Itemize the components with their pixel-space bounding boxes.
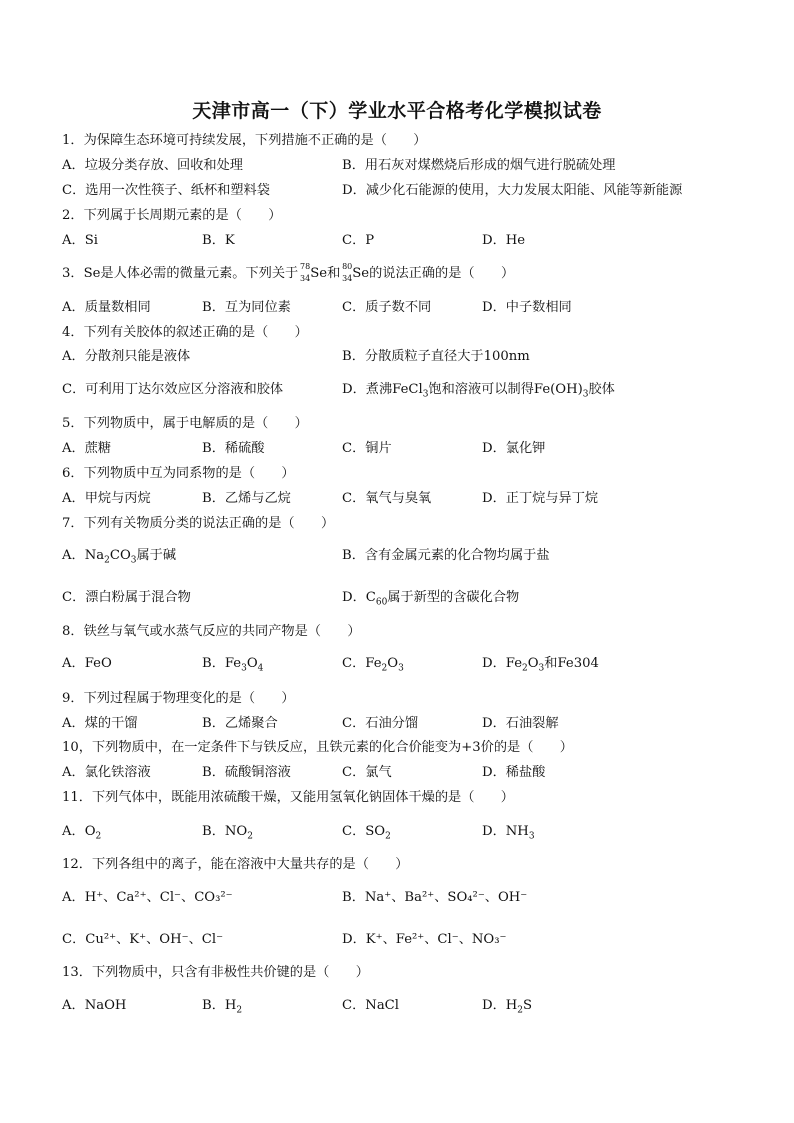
q5-option-b: B．稀硫酸 [202, 441, 265, 456]
q2-option-d: D．He [482, 233, 526, 248]
subscript: 2 [385, 831, 391, 842]
subscript: 3 [582, 389, 589, 400]
q9-option-d: D．石油裂解 [482, 716, 559, 731]
text: D．Fe [482, 656, 522, 671]
text: O [527, 656, 539, 671]
text: 和Fe304 [544, 656, 599, 671]
mass-number: 80 [342, 262, 353, 271]
subscript: 60 [375, 597, 388, 608]
atomic-number: 34 [342, 274, 353, 283]
subscript: 2 [104, 555, 110, 566]
q10-stem: 10，下列物质中，在一定条件下与铁反应，且铁元素的化合价能变为+3价的是（ ） [62, 740, 573, 755]
q6-option-b: B．乙烯与乙烷 [202, 491, 291, 506]
text: B．Fe [202, 656, 242, 671]
isotope-label-2 [340, 262, 353, 283]
text: CO [109, 548, 131, 563]
q12-option-d: D．K⁺、Fe²⁺、Cl⁻、NO₃⁻ [342, 932, 507, 947]
q8-option-c [342, 656, 404, 672]
q11-option-c [342, 824, 391, 840]
text: 属于碱 [136, 548, 177, 563]
q1-option-b: B．用石灰对煤燃烧后形成的烟气进行脱硫处理 [342, 158, 616, 173]
q12-option-a: A．H⁺、Ca²⁺、Cl⁻、CO₃²⁻ [62, 890, 233, 905]
text: 属于新型的含碳化合物 [387, 590, 520, 605]
q5-option-a: A．蔗糖 [62, 441, 112, 456]
q4-option-c: C．可利用丁达尔效应区分溶液和胶体 [62, 382, 284, 397]
q2-stem: 2．下列属于长周期元素的是（ ） [62, 208, 282, 223]
q4-option-d [342, 382, 615, 398]
q10-option-b: B．硫酸铜溶液 [202, 765, 291, 780]
q8-option-d [482, 656, 599, 672]
text: O [387, 656, 399, 671]
q3-stem-post: 的说法正确的是（ ） [369, 266, 515, 281]
q13-stem: 13．下列物质中，只含有非极性共价键的是（ ） [62, 965, 369, 980]
q8-option-a: A．FeO [62, 656, 112, 671]
text: D．煮沸FeCl [342, 382, 423, 397]
q1-option-c: C．选用一次性筷子、纸杯和塑料袋 [62, 183, 270, 198]
q7-stem: 7．下列有关物质分类的说法正确的是（ ） [62, 516, 335, 531]
subscript: 3 [398, 663, 404, 674]
text: O [246, 656, 258, 671]
subscript: 3 [130, 555, 137, 566]
subscript: 2 [381, 663, 388, 674]
subscript: 3 [241, 663, 247, 674]
element-symbol: Se [310, 266, 328, 281]
subscript: 2 [247, 831, 253, 842]
q6-stem: 6．下列物质中互为同系物的是（ ） [62, 466, 295, 481]
q2-option-a: A．Si [62, 233, 98, 248]
q13-option-c: C．NaCl [342, 998, 399, 1013]
mass-number: 78 [300, 262, 311, 271]
text: 饱和溶液可以制得Fe(OH) [428, 382, 583, 397]
q5-option-c: C．铜片 [342, 441, 392, 456]
q1-stem: 1．为保障生态环境可持续发展，下列措施不正确的是（ ） [62, 133, 427, 148]
subscript: 2 [95, 831, 102, 842]
text: D．C [342, 590, 376, 605]
q11-stem: 11．下列气体中，既能用浓硫酸干燥，又能用氢氧化钠固体干燥的是（ ） [62, 790, 514, 805]
q9-option-c: C．石油分馏 [342, 716, 419, 731]
q5-option-d: D．氯化钾 [482, 441, 546, 456]
text: 胶体 [588, 382, 615, 397]
q10-option-a: A．氯化铁溶液 [62, 765, 151, 780]
subscript: 3 [422, 389, 429, 400]
subscript: 2 [236, 1005, 243, 1016]
q5-stem: 5．下列物质中，属于电解质的是（ ） [62, 416, 308, 431]
isotope-label-1 [298, 262, 311, 283]
q1-option-d: D．减少化石能源的使用，大力发展太阳能、风能等新能源 [342, 183, 683, 198]
q13-option-a: A．NaOH [62, 998, 127, 1013]
text: A．O [62, 824, 96, 839]
q11-option-b [202, 824, 253, 840]
q6-option-d: D．正丁烷与异丁烷 [482, 491, 599, 506]
q13-option-d [482, 998, 532, 1014]
q10-option-c: C．氯气 [342, 765, 392, 780]
text: B．NO [202, 824, 248, 839]
q3-option-d: D．中子数相同 [482, 300, 572, 315]
subscript: 3 [528, 831, 535, 842]
q2-option-b: B．K [202, 233, 235, 248]
q2-option-c: C．P [342, 233, 375, 248]
subscript: 2 [517, 1005, 523, 1016]
text: B．H [202, 998, 237, 1013]
q7-option-a [62, 548, 176, 564]
text: A．Na [62, 548, 105, 563]
q3-option-a: A．质量数相同 [62, 300, 151, 315]
q3-option-b: B．互为同位素 [202, 300, 291, 315]
q6-option-c: C．氧气与臭氧 [342, 491, 432, 506]
text: C．SO [342, 824, 386, 839]
q12-option-b: B．Na⁺、Ba²⁺、SO₄²⁻、OH⁻ [342, 890, 528, 905]
q3-stem-pre: 3．Se是人体必需的微量元素。下列关于 [62, 266, 299, 281]
q3-option-c: C．质子数不同 [342, 300, 432, 315]
text: C．Fe [342, 656, 382, 671]
q9-option-b: B．乙烯聚合 [202, 716, 278, 731]
subscript: 2 [522, 663, 528, 674]
q4-stem: 4．下列有关胶体的叙述正确的是（ ） [62, 325, 308, 340]
q9-stem: 9．下列过程属于物理变化的是（ ） [62, 691, 295, 706]
subscript: 3 [538, 663, 545, 674]
q8-option-b [202, 656, 263, 672]
page-title: 天津市高一（下）学业水平合格考化学模拟试卷 [192, 100, 602, 122]
element-symbol: Se [352, 266, 370, 281]
q10-option-d: D．稀盐酸 [482, 765, 546, 780]
text: D．H [482, 998, 518, 1013]
q1-option-a: A．垃圾分类存放、回收和处理 [62, 158, 243, 173]
q7-option-d [342, 590, 519, 606]
q7-option-b: B．含有金属元素的化合物均属于盐 [342, 548, 550, 563]
atomic-number: 34 [300, 274, 311, 283]
q12-stem: 12．下列各组中的离子，能在溶液中大量共存的是（ ） [62, 857, 409, 872]
q7-option-c: C．漂白粉属于混合物 [62, 590, 191, 605]
q4-option-b: B．分散质粒子直径大于100nm [342, 349, 530, 364]
q8-stem: 8．铁丝与氧气或水蒸气反应的共同产物是（ ） [62, 624, 361, 639]
q9-option-a: A．煤的干馏 [62, 716, 138, 731]
text: S [523, 998, 533, 1013]
q13-option-b [202, 998, 242, 1014]
q12-option-c: C．Cu²⁺、K⁺、OH⁻、Cl⁻ [62, 932, 224, 947]
q6-option-a: A．甲烷与丙烷 [62, 491, 151, 506]
text: D．NH [482, 824, 529, 839]
subscript: 4 [257, 663, 264, 674]
q3-stem-mid: 和 [327, 266, 341, 281]
q3-stem [62, 262, 515, 283]
q11-option-a [62, 824, 101, 840]
q11-option-d [482, 824, 535, 840]
q4-option-a: A．分散剂只能是液体 [62, 349, 191, 364]
